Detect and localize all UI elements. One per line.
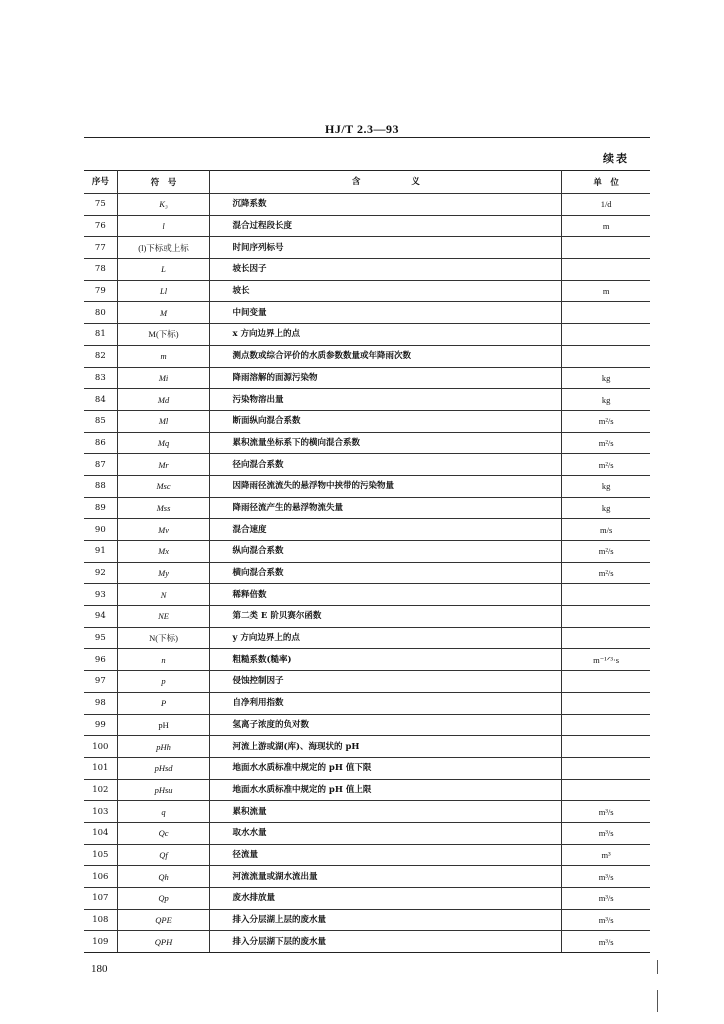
row-number: 109: [84, 931, 117, 953]
table-row: [84, 432, 650, 454]
row-number: 91: [84, 541, 117, 563]
table-row: [84, 649, 650, 671]
table-row: [84, 475, 650, 497]
row-meaning: 降雨溶解的面源污染物: [210, 367, 562, 389]
row-unit: [562, 302, 650, 324]
row-symbol: L: [117, 259, 210, 281]
continued-label: 续表: [603, 152, 629, 165]
row-number: 90: [84, 519, 117, 541]
table-row: [84, 389, 650, 411]
row-symbol: QPH: [117, 931, 210, 953]
row-symbol: p: [117, 671, 210, 693]
row-symbol: Mq: [117, 432, 210, 454]
table-row: [84, 454, 650, 476]
row-number: 99: [84, 714, 117, 736]
scan-edge-mark: [657, 960, 658, 974]
row-symbol: pHh: [117, 736, 210, 758]
row-number: 97: [84, 671, 117, 693]
row-symbol: K₃: [117, 194, 210, 216]
table-row: [84, 584, 650, 606]
row-number: 96: [84, 649, 117, 671]
row-unit: m: [562, 280, 650, 302]
row-meaning: 混合速度: [210, 519, 562, 541]
row-symbol: Qc: [117, 822, 210, 844]
row-number: 100: [84, 736, 117, 758]
table-row: [84, 215, 650, 237]
row-meaning: 地面水水质标准中规定的 pH 值上限: [210, 779, 562, 801]
row-symbol: Md: [117, 389, 210, 411]
table-row: [84, 324, 650, 346]
row-meaning: 地面水水质标准中规定的 pH 值下限: [210, 757, 562, 779]
row-unit: [562, 584, 650, 606]
row-unit: m/s: [562, 519, 650, 541]
row-symbol: NE: [117, 606, 210, 628]
row-number: 93: [84, 584, 117, 606]
row-symbol: P: [117, 692, 210, 714]
row-symbol: N: [117, 584, 210, 606]
row-unit: [562, 324, 650, 346]
row-symbol: Msc: [117, 475, 210, 497]
row-number: 84: [84, 389, 117, 411]
row-number: 77: [84, 237, 117, 259]
row-symbol: M(下标): [117, 324, 210, 346]
row-number: 95: [84, 627, 117, 649]
scan-edge-mark: [657, 990, 658, 1012]
table-row: [84, 410, 650, 432]
row-unit: m: [562, 215, 650, 237]
table-row: [84, 736, 650, 758]
table-row: [84, 714, 650, 736]
row-unit: kg: [562, 367, 650, 389]
row-symbol: Mi: [117, 367, 210, 389]
row-number: 75: [84, 194, 117, 216]
table-row: [84, 844, 650, 866]
row-meaning: 径流量: [210, 844, 562, 866]
table-row: [84, 259, 650, 281]
row-symbol: n: [117, 649, 210, 671]
row-symbol: m: [117, 345, 210, 367]
row-number: 81: [84, 324, 117, 346]
row-meaning: 河流上游或湖(库)、海现状的 pH: [210, 736, 562, 758]
table-row: [84, 888, 650, 910]
row-unit: m⁻¹ᐟ³·s: [562, 649, 650, 671]
table-row: [84, 194, 650, 216]
row-unit: kg: [562, 497, 650, 519]
table-row: [84, 280, 650, 302]
table-row: [84, 779, 650, 801]
row-symbol: M: [117, 302, 210, 324]
table-row: [84, 237, 650, 259]
row-symbol: Qf: [117, 844, 210, 866]
symbol-table: [84, 170, 650, 953]
row-meaning: 纵向混合系数: [210, 541, 562, 563]
table-row: [84, 367, 650, 389]
row-meaning: 粗糙系数(糙率): [210, 649, 562, 671]
row-unit: [562, 779, 650, 801]
row-symbol: Qh: [117, 866, 210, 888]
row-meaning: 中间变量: [210, 302, 562, 324]
row-symbol: pH: [117, 714, 210, 736]
row-unit: m³/s: [562, 888, 650, 910]
table-row: [84, 909, 650, 931]
row-symbol: N(下标): [117, 627, 210, 649]
row-symbol: q: [117, 801, 210, 823]
table-row: [84, 302, 650, 324]
row-meaning: 自净利用指数: [210, 692, 562, 714]
row-meaning: 径向混合系数: [210, 454, 562, 476]
row-number: 89: [84, 497, 117, 519]
row-unit: m³/s: [562, 909, 650, 931]
row-symbol: Mv: [117, 519, 210, 541]
row-unit: [562, 757, 650, 779]
row-unit: m³: [562, 844, 650, 866]
table-row: [84, 801, 650, 823]
table-row: [84, 497, 650, 519]
row-unit: m³/s: [562, 866, 650, 888]
row-unit: m²/s: [562, 541, 650, 563]
row-unit: m³/s: [562, 801, 650, 823]
row-number: 87: [84, 454, 117, 476]
row-meaning: 降雨径流产生的悬浮物流失量: [210, 497, 562, 519]
row-unit: m²/s: [562, 454, 650, 476]
row-unit: 1/d: [562, 194, 650, 216]
row-number: 92: [84, 562, 117, 584]
table-row: [84, 606, 650, 628]
row-unit: m²/s: [562, 410, 650, 432]
row-meaning: 侵蚀控制因子: [210, 671, 562, 693]
row-meaning: 测点数或综合评价的水质参数数量或年降雨次数: [210, 345, 562, 367]
row-meaning: x 方向边界上的点: [210, 324, 562, 346]
row-symbol: My: [117, 562, 210, 584]
standard-code: HJ/T 2.3—93: [325, 122, 399, 136]
row-meaning: y 方向边界上的点: [210, 627, 562, 649]
row-number: 76: [84, 215, 117, 237]
table-row: [84, 541, 650, 563]
row-symbol: Mr: [117, 454, 210, 476]
table-row: [84, 519, 650, 541]
row-number: 88: [84, 475, 117, 497]
row-unit: [562, 259, 650, 281]
row-unit: [562, 671, 650, 693]
row-number: 82: [84, 345, 117, 367]
column-header-no: 序号: [84, 171, 117, 194]
row-unit: m²/s: [562, 562, 650, 584]
row-number: 78: [84, 259, 117, 281]
row-meaning: 因降雨径流流失的悬浮物中挟带的污染物量: [210, 475, 562, 497]
row-meaning: 排入分层湖上层的废水量: [210, 909, 562, 931]
row-number: 85: [84, 410, 117, 432]
row-unit: [562, 736, 650, 758]
table-row: [84, 757, 650, 779]
row-unit: [562, 237, 650, 259]
row-meaning: 氢离子浓度的负对数: [210, 714, 562, 736]
row-meaning: 河流流量或湖水流出量: [210, 866, 562, 888]
row-symbol: Mss: [117, 497, 210, 519]
table-row: [84, 692, 650, 714]
table-header-row: [84, 171, 650, 194]
row-number: 83: [84, 367, 117, 389]
row-number: 104: [84, 822, 117, 844]
row-meaning: 累积流量坐标系下的横向混合系数: [210, 432, 562, 454]
row-number: 94: [84, 606, 117, 628]
page-number: 180: [91, 963, 108, 975]
column-header-unit: 单 位: [562, 171, 650, 194]
row-unit: m³/s: [562, 822, 650, 844]
row-symbol: Ll: [117, 280, 210, 302]
table-row: [84, 562, 650, 584]
row-unit: [562, 627, 650, 649]
row-number: 102: [84, 779, 117, 801]
row-unit: kg: [562, 389, 650, 411]
row-symbol: pHsu: [117, 779, 210, 801]
row-symbol: pHsd: [117, 757, 210, 779]
row-number: 105: [84, 844, 117, 866]
row-unit: [562, 606, 650, 628]
row-unit: m³/s: [562, 931, 650, 953]
row-unit: [562, 345, 650, 367]
row-unit: [562, 692, 650, 714]
table-row: [84, 866, 650, 888]
row-number: 80: [84, 302, 117, 324]
row-number: 106: [84, 866, 117, 888]
row-meaning: 横向混合系数: [210, 562, 562, 584]
row-unit: m²/s: [562, 432, 650, 454]
row-meaning: 累积流量: [210, 801, 562, 823]
table-row: [84, 627, 650, 649]
row-number: 101: [84, 757, 117, 779]
row-unit: [562, 714, 650, 736]
row-meaning: 混合过程段长度: [210, 215, 562, 237]
row-number: 103: [84, 801, 117, 823]
row-number: 98: [84, 692, 117, 714]
row-meaning: 断面纵向混合系数: [210, 410, 562, 432]
row-symbol: (l)下标或上标: [117, 237, 210, 259]
row-number: 79: [84, 280, 117, 302]
table-row: [84, 931, 650, 953]
row-number: 108: [84, 909, 117, 931]
table-row: [84, 822, 650, 844]
row-meaning: 稀释倍数: [210, 584, 562, 606]
row-meaning: 污染物溶出量: [210, 389, 562, 411]
column-header-symbol: 符 号: [117, 171, 210, 194]
row-symbol: Ml: [117, 410, 210, 432]
row-symbol: QPE: [117, 909, 210, 931]
header-rule: [84, 137, 650, 138]
row-meaning: 废水排放量: [210, 888, 562, 910]
row-meaning: 取水水量: [210, 822, 562, 844]
row-number: 107: [84, 888, 117, 910]
row-symbol: l: [117, 215, 210, 237]
row-symbol: Qp: [117, 888, 210, 910]
table-row: [84, 345, 650, 367]
row-meaning: 坡长因子: [210, 259, 562, 281]
row-meaning: 时间序列标号: [210, 237, 562, 259]
column-header-meaning: 含 义: [210, 171, 562, 194]
row-symbol: Mx: [117, 541, 210, 563]
row-meaning: 第二类 E 阶贝赛尔函数: [210, 606, 562, 628]
row-meaning: 沉降系数: [210, 194, 562, 216]
row-meaning: 坡长: [210, 280, 562, 302]
row-number: 86: [84, 432, 117, 454]
table-row: [84, 671, 650, 693]
row-meaning: 排入分层湖下层的废水量: [210, 931, 562, 953]
row-unit: kg: [562, 475, 650, 497]
